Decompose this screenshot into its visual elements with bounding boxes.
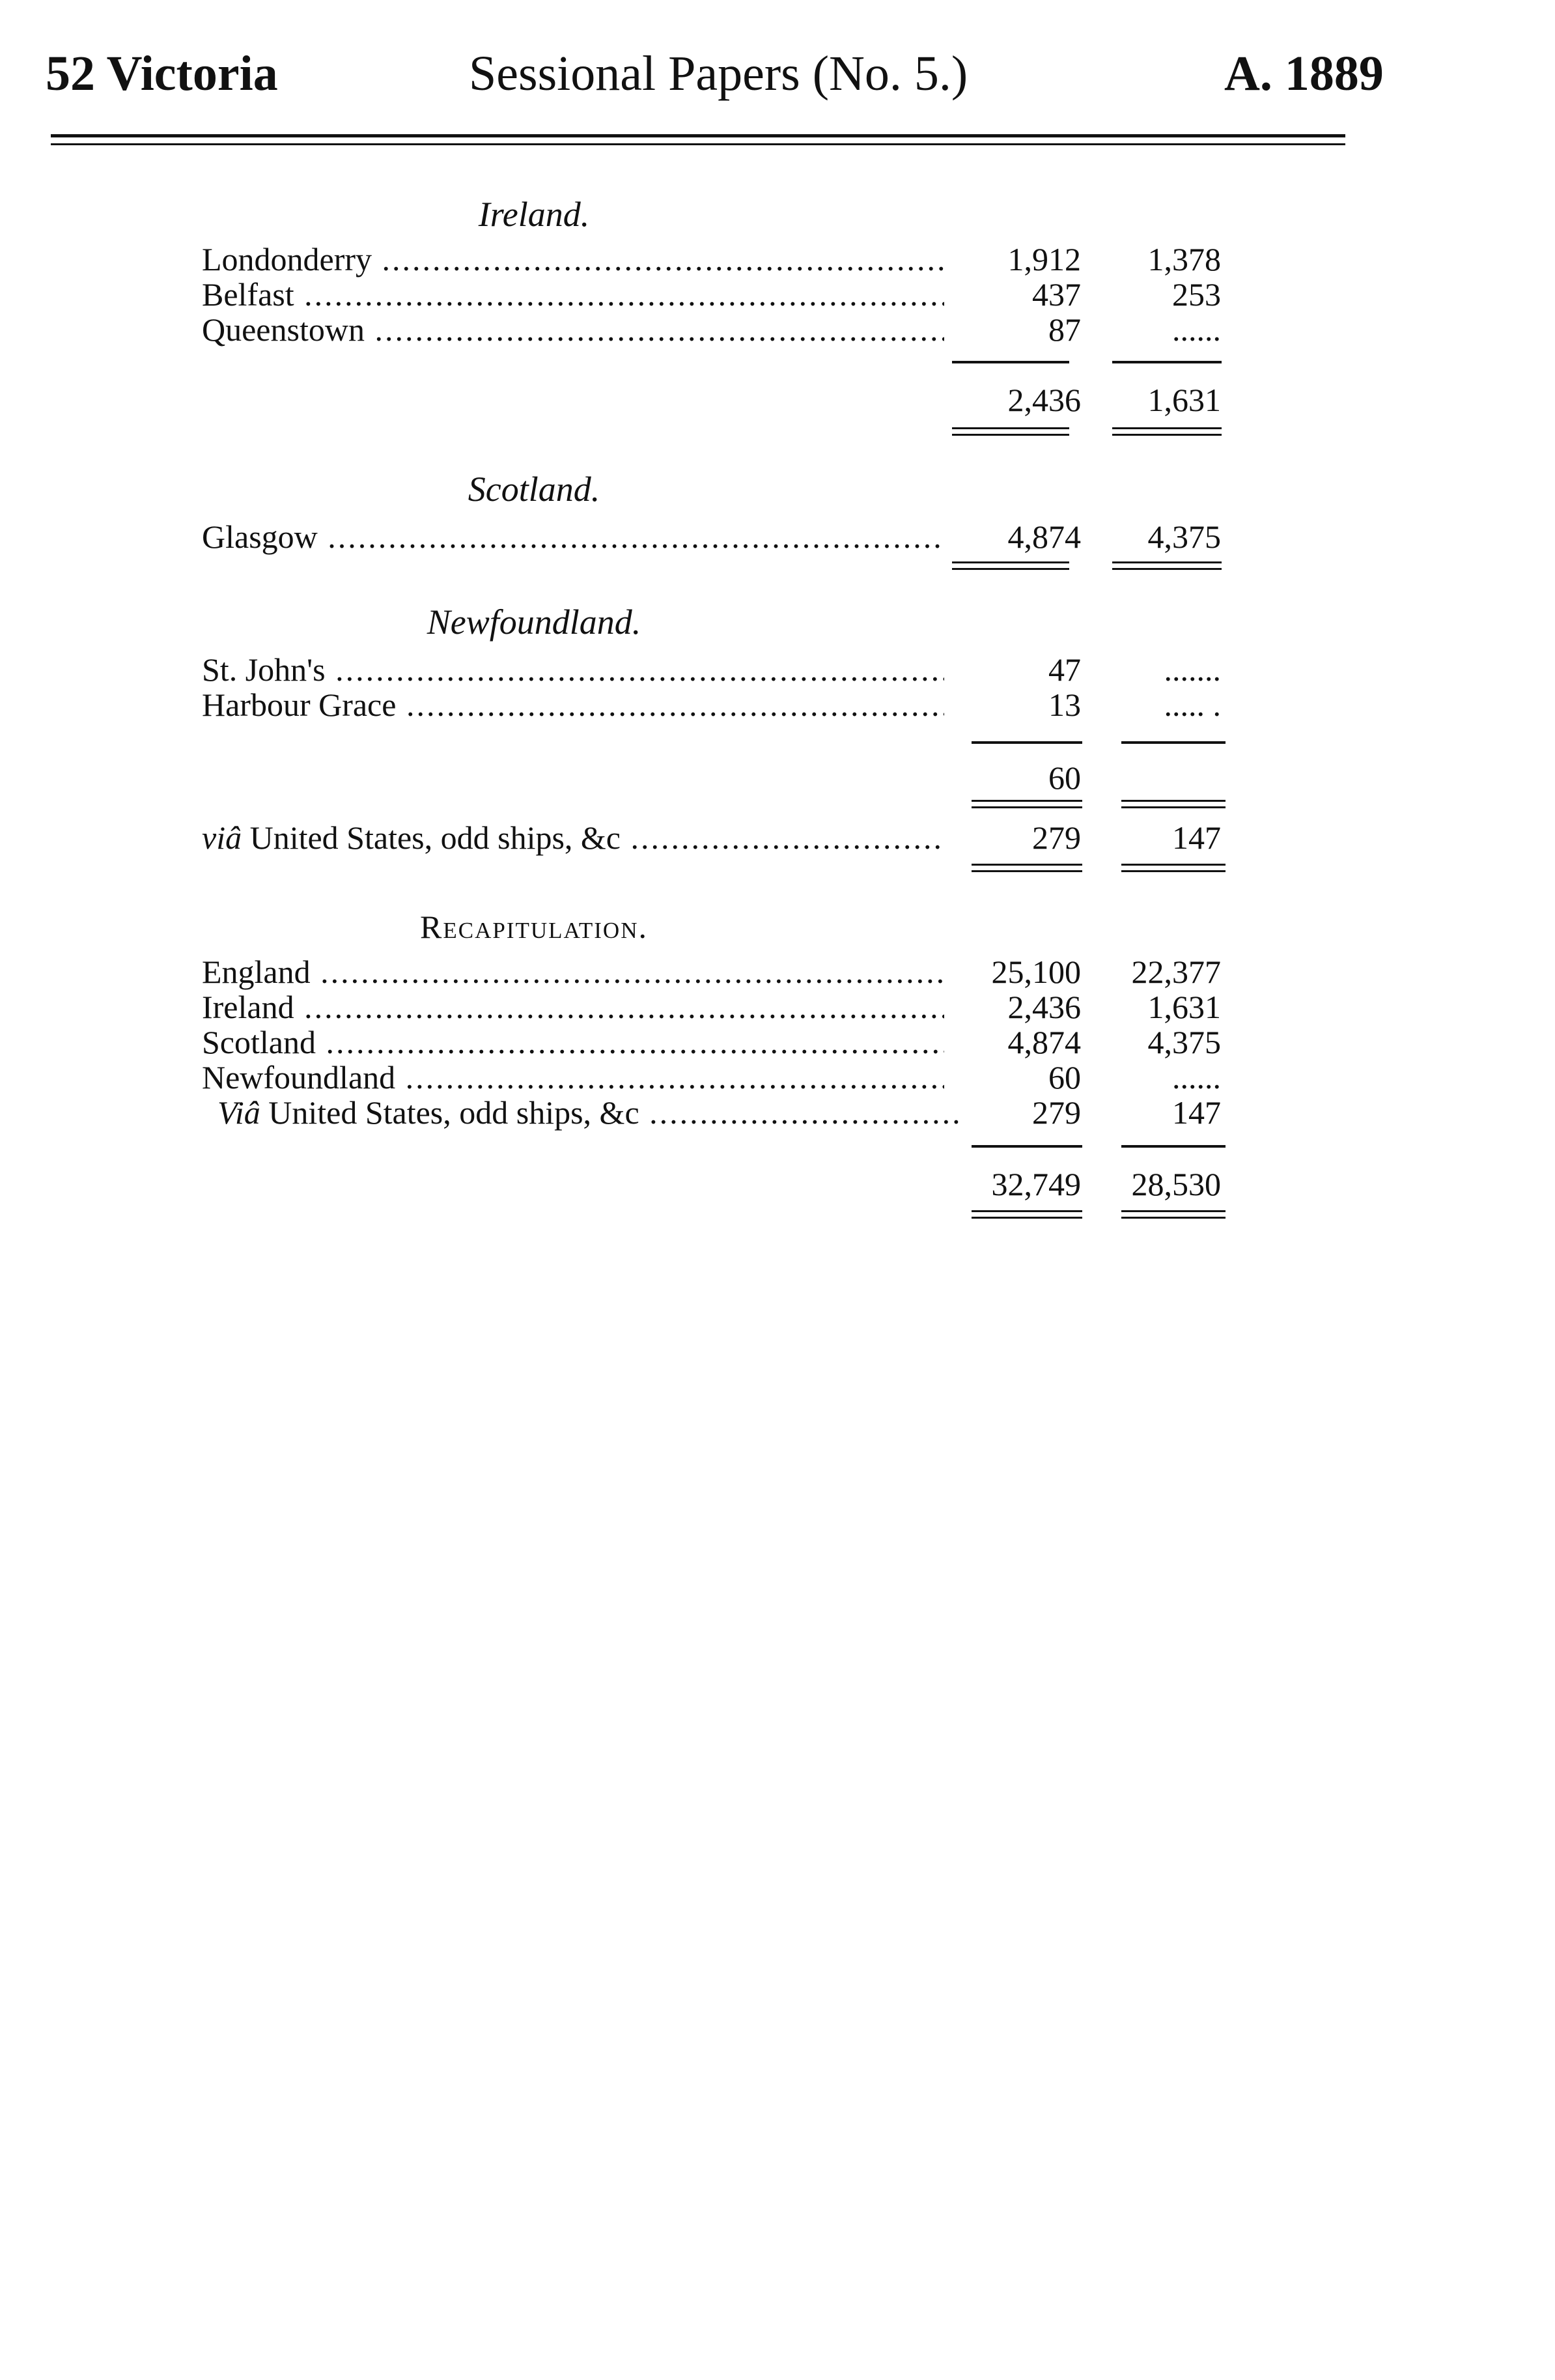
total-double-rule xyxy=(1121,864,1226,866)
page-header-left: 52 Victoria xyxy=(46,46,278,101)
row-label: England ..... xyxy=(202,954,944,990)
row-value-col2: 4,375 xyxy=(1147,518,1221,555)
row-value-col2: ...... xyxy=(1172,1059,1221,1096)
grand-total-col1: 32,749 xyxy=(991,1166,1081,1202)
row-value-col1: 4,874 xyxy=(1007,1024,1081,1060)
row-label: Queenstown ..... xyxy=(202,311,944,348)
row-value-col2: ..... . xyxy=(1164,687,1221,723)
total-double-rule xyxy=(1112,561,1222,563)
row-value-col2: 1,378 xyxy=(1147,241,1221,277)
via-prefix: Viâ xyxy=(217,1094,260,1131)
total-double-rule xyxy=(1121,806,1226,808)
row-value-col1: 47 xyxy=(1048,651,1081,688)
total-double-rule xyxy=(972,1210,1082,1212)
total-double-rule xyxy=(952,568,1069,570)
total-value-col2: 1,631 xyxy=(1147,382,1221,418)
row-value-col1: 25,100 xyxy=(991,954,1081,990)
section-heading-scotland: Scotland. xyxy=(468,470,600,509)
row-value-col2: 1,631 xyxy=(1147,989,1221,1025)
total-double-rule xyxy=(952,561,1069,563)
row-label: Belfast ..... xyxy=(202,276,944,313)
header-rule-thin xyxy=(51,143,1345,145)
subtotal-rule xyxy=(1121,1145,1226,1148)
total-double-rule xyxy=(952,427,1069,429)
row-label xyxy=(202,1094,960,1131)
row-label: Glasgow ..... xyxy=(202,518,944,555)
row-value-col1: 13 xyxy=(1048,687,1081,723)
total-double-rule xyxy=(972,806,1082,808)
total-double-rule xyxy=(972,800,1082,802)
total-double-rule xyxy=(1121,1217,1226,1219)
row-value-col1: 279 xyxy=(1032,819,1081,856)
row-label xyxy=(202,819,944,856)
row-value-col2: 147 xyxy=(1172,1094,1221,1131)
row-label: Harbour Grace ..... xyxy=(202,687,944,723)
subtotal-rule xyxy=(972,1145,1082,1148)
row-value-col1: 87 xyxy=(1048,311,1081,348)
page-header-year: A. 1889 xyxy=(1224,46,1384,101)
total-double-rule xyxy=(1112,434,1222,436)
section-heading-recapitulation: Recapitulation. xyxy=(420,909,648,945)
row-value-col2: 253 xyxy=(1172,276,1221,313)
row-value-col2: 4,375 xyxy=(1147,1024,1221,1060)
page-header-title: Sessional Papers (No. 5.) xyxy=(469,46,968,101)
section-heading-newfoundland: Newfoundland. xyxy=(427,602,641,642)
subtotal-rule xyxy=(972,741,1082,744)
total-double-rule xyxy=(1121,870,1226,872)
row-label: Newfoundland ..... xyxy=(202,1059,944,1096)
row-value-col2: 147 xyxy=(1172,819,1221,856)
row-value-col2: 22,377 xyxy=(1131,954,1221,990)
via-label: United States, odd ships, &c xyxy=(268,1094,639,1131)
subtotal-rule xyxy=(1112,361,1222,363)
total-double-rule xyxy=(972,1217,1082,1219)
row-value-col1: 4,874 xyxy=(1007,518,1081,555)
row-label: Scotland ..... xyxy=(202,1024,944,1060)
total-value-col1: 2,436 xyxy=(1007,382,1081,418)
row-value-col2: ....... xyxy=(1164,651,1221,688)
subtotal-rule xyxy=(952,361,1069,363)
section-heading-ireland: Ireland. xyxy=(478,195,590,234)
total-double-rule xyxy=(972,870,1082,872)
grand-total-col2: 28,530 xyxy=(1131,1166,1221,1202)
total-double-rule xyxy=(1121,1210,1226,1212)
via-prefix: viâ xyxy=(202,819,242,856)
via-label: United States, odd ships, &c xyxy=(249,819,621,856)
total-value-col1: 60 xyxy=(1048,759,1081,796)
row-value-col1: 437 xyxy=(1032,276,1081,313)
total-double-rule xyxy=(1121,800,1226,802)
row-value-col1: 2,436 xyxy=(1007,989,1081,1025)
row-label: Londonderry ..... xyxy=(202,241,944,277)
total-double-rule xyxy=(952,434,1069,436)
row-value-col2: ...... xyxy=(1172,311,1221,348)
subtotal-rule xyxy=(1121,741,1226,744)
row-label: St. John's ..... xyxy=(202,651,944,688)
header-rule-thick xyxy=(51,134,1345,137)
row-value-col1: 1,912 xyxy=(1007,241,1081,277)
row-value-col1: 60 xyxy=(1048,1059,1081,1096)
row-value-col1: 279 xyxy=(1032,1094,1081,1131)
row-label: Ireland ..... xyxy=(202,989,944,1025)
total-double-rule xyxy=(1112,568,1222,570)
total-double-rule xyxy=(972,864,1082,866)
total-double-rule xyxy=(1112,427,1222,429)
